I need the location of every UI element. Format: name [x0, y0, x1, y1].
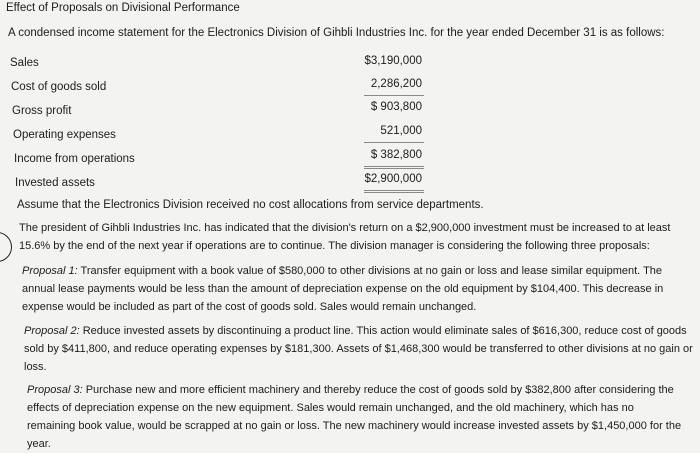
proposal-1-text: Transfer equipment with a book value of $580,000 to other divisions at no gain or loss and lease similar equipment. The annual lease payments would be less than the amount of depreciation expense on the old equipment by $104,400. This decrease in expense would be included as part of the cost of goods sold. Sales would remain unchanged. — [22, 265, 664, 313]
rule-line — [364, 142, 424, 143]
operating-expenses-label: Operating expenses — [13, 129, 116, 141]
page-title: Effect of Proposals on Divisional Performance — [6, 2, 240, 14]
invested-assets-value: $2,900,000 — [364, 173, 422, 185]
gross-profit-label: Gross profit — [12, 105, 72, 117]
president-text: The president of Gihbli Industries Inc. has indicated that the division's return on a $2,900,000 investment must be increased to at least 15.6% by the end of the next year if operations are to continue. The division manager is considering the following three proposals: — [19, 222, 671, 252]
cogs-value: 2,286,200 — [370, 78, 422, 90]
rule-line — [364, 95, 424, 96]
rule-line — [364, 168, 424, 169]
proposal-3 — [27, 381, 682, 453]
income-statement — [0, 0, 700, 200]
rule-line — [364, 166, 424, 167]
rule-line — [364, 190, 424, 191]
proposal-2 — [24, 322, 694, 376]
sales-label: Sales — [10, 57, 39, 69]
proposal-2-label: Proposal 2: — [24, 325, 80, 337]
rule-line — [364, 192, 424, 193]
sales-value: $3,190,000 — [364, 55, 422, 67]
proposal-2-text: Reduce invested assets by discontinuing a product line. This action would eliminate sales of $616,300, reduce cost of goods sold by $411,800, and reduce operating expenses by $181,300. Assets of $1,468,300 would be transferred to other divisions at no gain or loss. — [24, 325, 693, 373]
assumption-text: Assume that the Electronics Division received no cost allocations from service departments. — [17, 199, 484, 211]
bracket-mark — [0, 232, 12, 262]
operating-expenses-value: 521,000 — [380, 125, 422, 137]
proposal-1 — [22, 262, 674, 316]
gross-profit-value: $ 903,800 — [370, 101, 422, 113]
cogs-label: Cost of goods sold — [11, 81, 107, 93]
proposal-1-label: Proposal 1: — [22, 265, 78, 277]
intro-text: A condensed income statement for the Electronics Division of Gihbli Industries Inc. for the year ended December 31 is as follows: — [8, 27, 665, 39]
income-from-operations-label: Income from operations — [14, 153, 135, 165]
invested-assets-label: Invested assets — [15, 177, 95, 189]
proposal-3-label: Proposal 3: — [27, 384, 83, 396]
proposal-3-text: Purchase new and more efficient machinery and thereby reduce the cost of goods sold by $382,800 after considering the effects of depreciation expense on the new equipment. Sales would remain unchanged, and the old machinery, which has no remaining book value, would be scrapped at no gain or loss. The new machinery would increase invested assets by $1,450,000 for the year. — [27, 384, 682, 450]
income-from-operations-value: $ 382,800 — [370, 149, 422, 161]
